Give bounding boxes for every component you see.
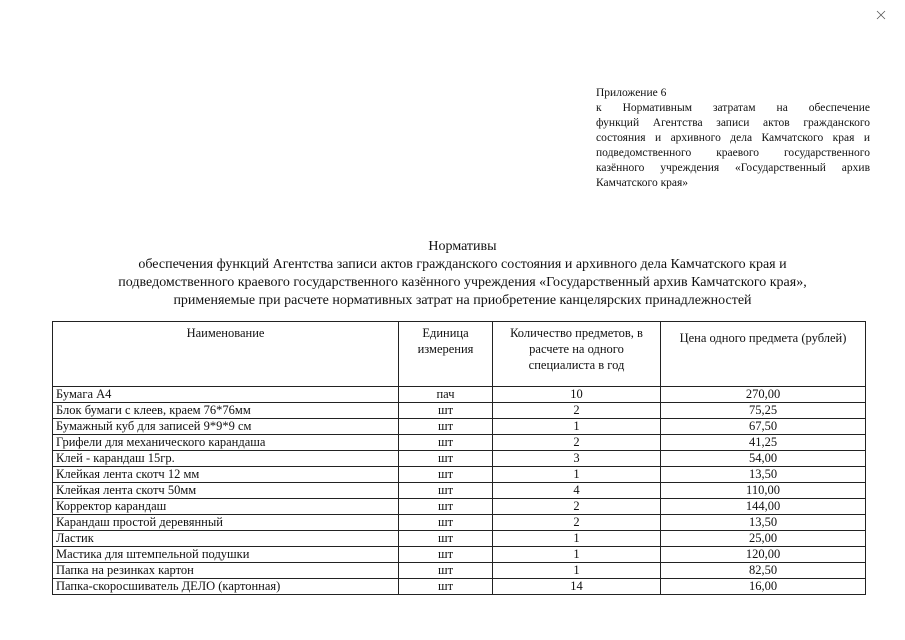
cell-unit: шт (399, 531, 493, 547)
cell-price: 16,00 (661, 579, 866, 595)
table-row (53, 483, 866, 499)
cell-quantity: 1 (493, 547, 661, 563)
cell-quantity: 1 (493, 563, 661, 579)
cell-unit: шт (399, 547, 493, 563)
cell-name: Мастика для штемпельной подушки (53, 547, 399, 563)
cell-unit: шт (399, 435, 493, 451)
appendix-line: Камчатского края» (596, 177, 689, 189)
cell-name: Клей - карандаш 15гр. (53, 451, 399, 467)
cell-price: 144,00 (661, 499, 866, 515)
appendix-line: состояния и архивного дела Камчатского края и (596, 132, 870, 144)
header-unit: Единица измерения (399, 322, 493, 387)
table-row (53, 579, 866, 595)
table-header-row (53, 322, 866, 387)
table-row (53, 563, 866, 579)
cell-name: Папка на резинках картон (53, 563, 399, 579)
cell-quantity: 2 (493, 515, 661, 531)
cell-quantity: 3 (493, 451, 661, 467)
cell-unit: пач (399, 387, 493, 403)
cell-unit: шт (399, 467, 493, 483)
cell-quantity: 2 (493, 435, 661, 451)
cell-quantity: 1 (493, 531, 661, 547)
cell-price: 54,00 (661, 451, 866, 467)
appendix-line: функций Агентства записи актов гражданского (596, 117, 870, 129)
cell-name: Блок бумаги с клеев, краем 76*76мм (53, 403, 399, 419)
cell-price: 25,00 (661, 531, 866, 547)
cell-price: 120,00 (661, 547, 866, 563)
cell-name: Папка-скоросшиватель ДЕЛО (картонная) (53, 579, 399, 595)
cell-price: 41,25 (661, 435, 866, 451)
cell-price: 82,50 (661, 563, 866, 579)
table-row (53, 531, 866, 547)
cell-name: Бумажный куб для записей 9*9*9 см (53, 419, 399, 435)
cell-price: 270,00 (661, 387, 866, 403)
table-row (53, 547, 866, 563)
appendix-line: казённого учреждения «Государственный архив (596, 162, 870, 174)
cell-quantity: 1 (493, 419, 661, 435)
cell-name: Клейкая лента скотч 12 мм (53, 467, 399, 483)
title-heading: Нормативы (428, 239, 497, 254)
cell-unit: шт (399, 483, 493, 499)
cell-unit: шт (399, 451, 493, 467)
cell-price: 75,25 (661, 403, 866, 419)
cell-quantity: 1 (493, 467, 661, 483)
cell-price: 110,00 (661, 483, 866, 499)
cell-name: Корректор карандаш (53, 499, 399, 515)
table-row (53, 419, 866, 435)
appendix-line: Приложение 6 (596, 87, 667, 99)
cell-quantity: 2 (493, 499, 661, 515)
cell-quantity: 2 (493, 403, 661, 419)
cell-quantity: 14 (493, 579, 661, 595)
cell-unit: шт (399, 419, 493, 435)
cell-unit: шт (399, 579, 493, 595)
table-row (53, 403, 866, 419)
cell-name: Грифели для механического карандаша (53, 435, 399, 451)
cell-name: Бумага А4 (53, 387, 399, 403)
title-line: обеспечения функций Агентства записи актов гражданского состояния и архивного дела Камчатского края и (138, 257, 787, 272)
header-name: Наименование (53, 322, 399, 387)
cell-price: 13,50 (661, 467, 866, 483)
cell-unit: шт (399, 515, 493, 531)
cell-price: 67,50 (661, 419, 866, 435)
table-row (53, 499, 866, 515)
cell-name: Карандаш простой деревянный (53, 515, 399, 531)
appendix-line: к Нормативным затратам на обеспечение (596, 102, 870, 114)
table-row (53, 435, 866, 451)
title-line: подведомственного краевого государственного казённого учреждения «Государственный архив Камчатского края», (118, 275, 807, 290)
cell-quantity: 4 (493, 483, 661, 499)
title-line: применяемые при расчете нормативных затрат на приобретение канцелярских принадлежностей (173, 293, 752, 308)
corner-mark-icon (876, 10, 886, 20)
document-title (60, 238, 865, 310)
norms-table (52, 321, 866, 595)
appendix-line: подведомственного краевого государственного (596, 147, 870, 159)
table-row (53, 515, 866, 531)
cell-name: Ластик (53, 531, 399, 547)
cell-unit: шт (399, 499, 493, 515)
cell-unit: шт (399, 563, 493, 579)
table-row (53, 451, 866, 467)
header-price: Цена одного предмета (рублей) (661, 322, 866, 387)
cell-name: Клейкая лента скотч 50мм (53, 483, 399, 499)
appendix-note (596, 86, 870, 191)
table-row (53, 467, 866, 483)
table-row (53, 387, 866, 403)
cell-unit: шт (399, 403, 493, 419)
cell-quantity: 10 (493, 387, 661, 403)
cell-price: 13,50 (661, 515, 866, 531)
header-quantity: Количество предметов, в расчете на одного специалиста в год (493, 322, 661, 387)
table-body (53, 387, 866, 595)
